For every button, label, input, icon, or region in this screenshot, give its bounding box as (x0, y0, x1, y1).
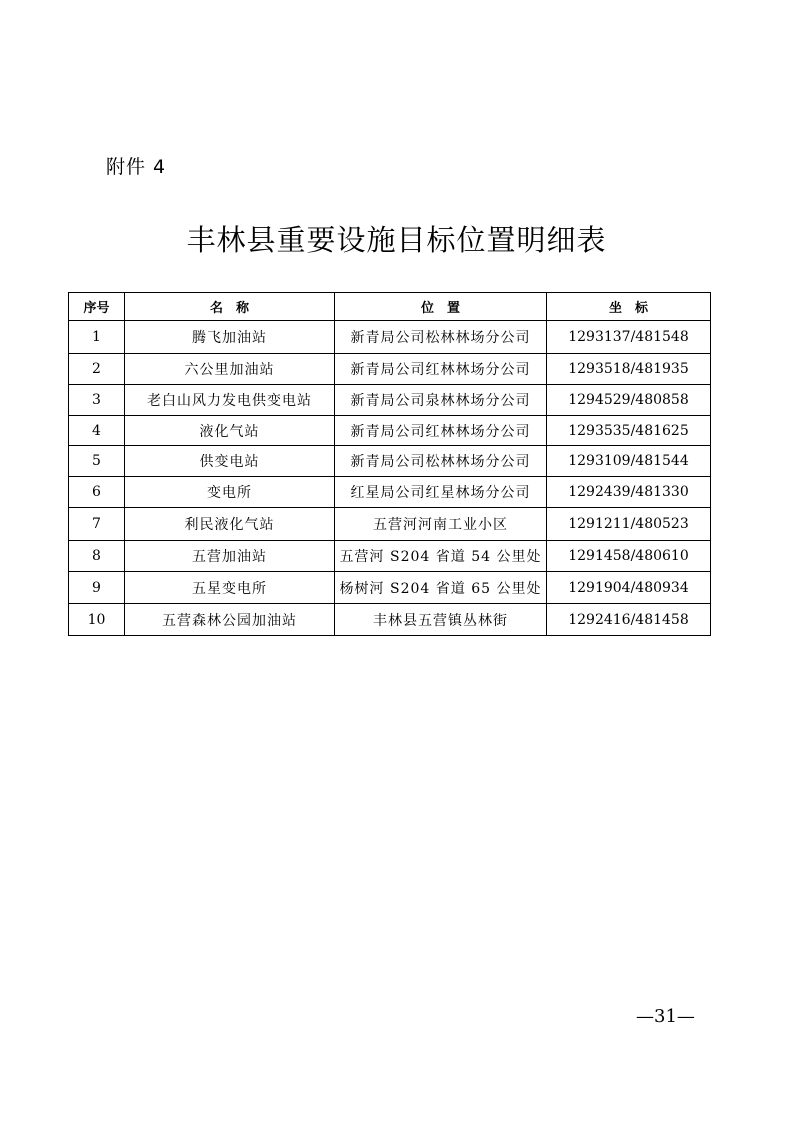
cell-name: 五营加油站 (125, 541, 335, 572)
table-row (69, 416, 711, 446)
cell-name: 利民液化气站 (125, 508, 335, 541)
table-body (69, 321, 711, 636)
table-row (69, 385, 711, 416)
cell-no: 1 (69, 321, 125, 354)
cell-name: 五营森林公园加油站 (125, 604, 335, 636)
cell-location: 五营河河南工业小区 (335, 508, 547, 541)
cell-location: 丰林县五营镇丛林街 (335, 604, 547, 636)
cell-coordinates: 1294529/480858 (547, 385, 711, 416)
cell-coordinates: 1293109/481544 (547, 446, 711, 477)
cell-location: 新青局公司红林林场分公司 (335, 416, 547, 446)
table-row (69, 604, 711, 636)
cell-no: 6 (69, 477, 125, 508)
header-coordinates: 坐 标 (547, 293, 711, 321)
cell-name: 液化气站 (125, 416, 335, 446)
cell-no: 3 (69, 385, 125, 416)
cell-coordinates: 1291211/480523 (547, 508, 711, 541)
table-row (69, 321, 711, 354)
cell-no: 2 (69, 354, 125, 385)
table-row (69, 572, 711, 604)
cell-no: 4 (69, 416, 125, 446)
cell-no: 8 (69, 541, 125, 572)
table-row (69, 446, 711, 477)
cell-coordinates: 1292416/481458 (547, 604, 711, 636)
cell-name: 供变电站 (125, 446, 335, 477)
table-header-row (69, 293, 711, 321)
document-title: 丰林县重要设施目标位置明细表 (186, 223, 607, 257)
header-location: 位 置 (335, 293, 547, 321)
cell-location: 杨树河 S204 省道 65 公里处 (335, 572, 547, 604)
cell-location: 新青局公司红林林场分公司 (335, 354, 547, 385)
cell-location: 新青局公司泉林林场分公司 (335, 385, 547, 416)
table-row (69, 477, 711, 508)
header-name: 名 称 (125, 293, 335, 321)
cell-name: 腾飞加油站 (125, 321, 335, 354)
cell-name: 变电所 (125, 477, 335, 508)
cell-location: 红星局公司红星林场分公司 (335, 477, 547, 508)
cell-coordinates: 1293137/481548 (547, 321, 711, 354)
cell-coordinates: 1293518/481935 (547, 354, 711, 385)
cell-location: 新青局公司松林林场分公司 (335, 446, 547, 477)
facility-table (68, 292, 711, 636)
cell-no: 10 (69, 604, 125, 636)
table-row (69, 541, 711, 572)
cell-name: 老白山风力发电供变电站 (125, 385, 335, 416)
cell-coordinates: 1292439/481330 (547, 477, 711, 508)
cell-location: 新青局公司松林林场分公司 (335, 321, 547, 354)
table-row (69, 354, 711, 385)
header-no: 序号 (69, 293, 125, 321)
table-row (69, 508, 711, 541)
cell-name: 五星变电所 (125, 572, 335, 604)
cell-name: 六公里加油站 (125, 354, 335, 385)
cell-no: 9 (69, 572, 125, 604)
cell-coordinates: 1291458/480610 (547, 541, 711, 572)
cell-no: 7 (69, 508, 125, 541)
attachment-label: 附件 4 (106, 156, 167, 178)
cell-coordinates: 1293535/481625 (547, 416, 711, 446)
cell-location: 五营河 S204 省道 54 公里处 (335, 541, 547, 572)
page-number: —31— (636, 1006, 695, 1027)
cell-coordinates: 1291904/480934 (547, 572, 711, 604)
cell-no: 5 (69, 446, 125, 477)
